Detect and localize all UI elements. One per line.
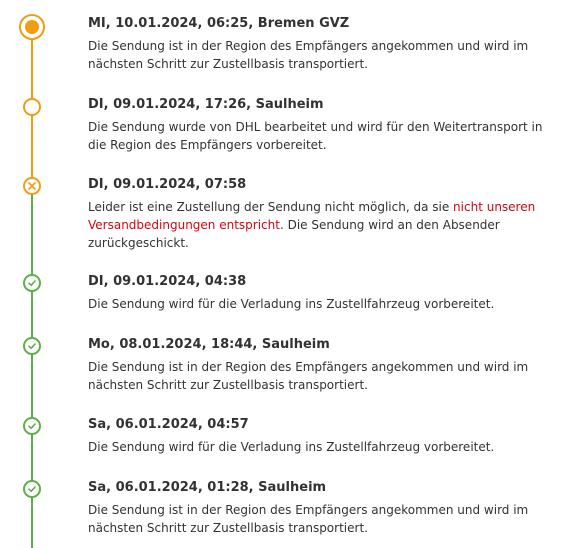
timeline-event: [88, 15, 548, 73]
event-title: DI, 09.01.2024, 04:38: [88, 274, 247, 289]
timeline-event: [88, 176, 548, 252]
timeline-event: [88, 336, 548, 394]
x-circle-icon: [23, 177, 41, 195]
event-text: Die Sendung ist in der Region des Empfängers angekommen und wird im nächsten Schritt zur Zustellbasis transportiert.: [88, 39, 529, 71]
event-title: Sa, 06.01.2024, 01:28, Saulheim: [88, 480, 327, 495]
timeline-event: [88, 479, 548, 537]
event-text-before: Leider ist eine Zustellung der Sendung nicht möglich, da sie: [88, 200, 454, 214]
shipping-conditions-link[interactable]: nicht unseren Versandbedingungen entspricht: [88, 200, 536, 232]
event-text: Die Sendung ist in der Region des Empfängers angekommen und wird im nächsten Schritt zur Zustellbasis transportiert.: [88, 360, 529, 392]
event-text: [88, 198, 548, 252]
event-text: Die Sendung wurde von DHL bearbeitet und wird für den Weitertransport in die Region des Empfängers vorbereitet.: [88, 120, 543, 152]
open-circle-icon: [23, 98, 41, 116]
event-text: Die Sendung wird für die Verladung ins Zustellfahrzeug vorbereitet.: [88, 297, 495, 311]
event-title: DI, 09.01.2024, 17:26, Saulheim: [88, 97, 324, 112]
check-circle-icon: [23, 337, 41, 355]
event-title: DI, 09.01.2024, 07:58: [88, 177, 247, 192]
filled-dot-icon: [25, 20, 39, 34]
check-circle-icon: [23, 274, 41, 292]
current-status-icon: [19, 14, 45, 40]
event-title: MI, 10.01.2024, 06:25, Bremen GVZ: [88, 16, 350, 31]
event-text: Die Sendung ist in der Region des Empfängers angekommen und wird im nächsten Schritt zur Zustellbasis transportiert.: [88, 503, 529, 535]
check-circle-icon: [23, 417, 41, 435]
timeline-event: [88, 416, 548, 456]
event-text: Die Sendung wird für die Verladung ins Zustellfahrzeug vorbereitet.: [88, 440, 495, 454]
event-title: Sa, 06.01.2024, 04:57: [88, 417, 249, 432]
timeline-event: [88, 96, 548, 154]
check-circle-icon: [23, 480, 41, 498]
event-text-after: . Die Sendung wird an den Absender zurückgeschickt.: [88, 218, 500, 250]
event-title: Mo, 08.01.2024, 18:44, Saulheim: [88, 337, 330, 352]
timeline-event: [88, 273, 548, 313]
